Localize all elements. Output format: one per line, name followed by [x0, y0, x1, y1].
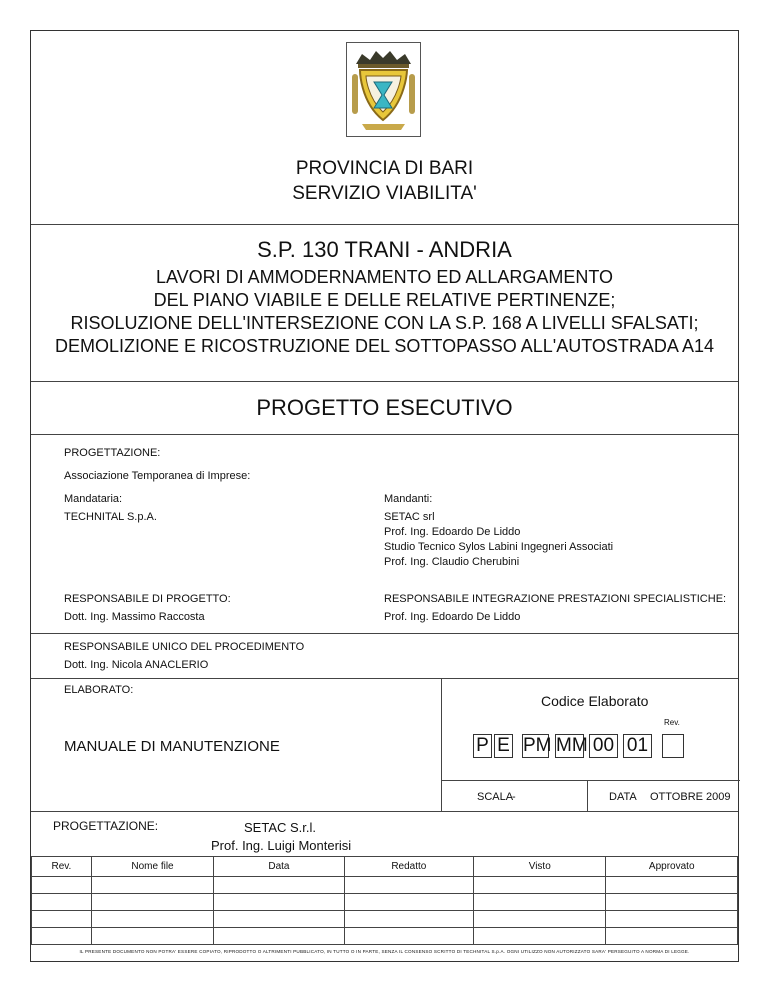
divider: [31, 678, 738, 679]
author-person: Prof. Ing. Luigi Monterisi: [211, 838, 352, 853]
code-cell: 00: [589, 734, 618, 758]
col-header-date: Data: [214, 857, 344, 877]
scala-value: -: [512, 791, 516, 803]
col-header-approved: Approvato: [606, 857, 738, 877]
resp-progetto-label: RESPONSABILE DI PROGETTO:: [64, 593, 231, 605]
col-header-checked: Visto: [474, 857, 606, 877]
divider: [441, 678, 442, 811]
divider: [31, 633, 738, 634]
resp-integrazione-name: Prof. Ing. Edoardo De Liddo: [384, 611, 521, 623]
elaborato-label: ELABORATO:: [64, 684, 134, 696]
divider: [441, 780, 740, 781]
document-code: [473, 734, 688, 760]
divider: [31, 224, 738, 225]
project-line-2: DEL PIANO VIABILE E DELLE RELATIVE PERTINENZE;: [153, 290, 616, 310]
mandataria-label: Mandataria:: [64, 493, 123, 505]
mandante-item: Prof. Ing. Claudio Cherubini: [384, 556, 520, 568]
rev-label: Rev.: [664, 718, 680, 727]
project-line-4: DEMOLIZIONE E RICOSTRUZIONE DEL SOTTOPASSO ALL'AUTOSTRADA A14: [55, 336, 714, 356]
col-header-drafted: Redatto: [344, 857, 473, 877]
code-cell: P: [473, 734, 492, 758]
mandante-item: SETAC srl: [384, 511, 435, 523]
province-coat-of-arms-icon: [346, 42, 421, 137]
table-row: [32, 911, 738, 928]
scala-label: SCALA: [477, 791, 514, 803]
mandataria-name: TECHNITAL S.p.A.: [64, 511, 157, 523]
disclaimer: IL PRESENTE DOCUMENTO NON POTRA' ESSERE COPIATO, RIPRODOTTO O ALTRIMENTI PUBBLICATO, IN TUTTO O IN PARTE, SENZA IL CONSENSO SCRITTO DI TECHNITAL S.p.A. OGNI UTILIZZO NON AUTORIZZATO SARA' PERSEGUITO A NORMA DI LEGGE.: [79, 949, 690, 954]
service-name: SERVIZIO VIABILITA': [292, 183, 477, 204]
ati-label: Associazione Temporanea di Imprese:: [64, 470, 251, 482]
mandante-item: Prof. Ing. Edoardo De Liddo: [384, 526, 521, 538]
author-company: SETAC S.r.l.: [244, 820, 316, 835]
table-row: [32, 894, 738, 911]
mandanti-list: [384, 510, 613, 570]
code-cell: MM: [556, 735, 588, 756]
divider: [587, 780, 588, 811]
document-frame: [30, 30, 739, 962]
table-row: [32, 877, 738, 894]
project-line-3: RISOLUZIONE DELL'INTERSEZIONE CON LA S.P. 168 A LIVELLI SFALSATI;: [70, 313, 699, 333]
mandante-item: Studio Tecnico Sylos Labini Ingegneri Associati: [384, 541, 614, 553]
codice-label: Codice Elaborato: [541, 693, 649, 709]
project-line-1: LAVORI DI AMMODERNAMENTO ED ALLARGAMENTO: [155, 267, 614, 287]
revision-table: [31, 856, 738, 945]
resp-progetto-name: Dott. Ing. Massimo Raccosta: [64, 611, 205, 623]
rup-name: Dott. Ing. Nicola ANACLERIO: [64, 659, 209, 671]
data-value: OTTOBRE 2009: [650, 791, 731, 803]
mandanti-label: Mandanti:: [384, 493, 433, 505]
table-row: [32, 928, 738, 945]
province-name: PROVINCIA DI BARI: [295, 158, 474, 179]
col-header-filename: Nome file: [91, 857, 213, 877]
divider: [31, 811, 738, 812]
data-label: DATA: [609, 791, 637, 803]
code-cell: PM: [523, 735, 552, 756]
divider: [31, 434, 738, 435]
divider: [31, 381, 738, 382]
resp-integrazione-label: RESPONSABILE INTEGRAZIONE PRESTAZIONI SPECIALISTICHE:: [384, 593, 727, 605]
document-title: MANUALE DI MANUTENZIONE: [64, 738, 280, 755]
code-cell-rev: [662, 734, 684, 758]
project-phase: PROGETTO ESECUTIVO: [256, 395, 513, 420]
revision-header-row: [32, 857, 738, 877]
road-title: S.P. 130 TRANI - ANDRIA: [257, 237, 512, 262]
code-cell: E: [494, 734, 513, 758]
col-header-rev: Rev.: [32, 857, 92, 877]
design-label: PROGETTAZIONE:: [64, 447, 161, 459]
author-label: PROGETTAZIONE:: [53, 819, 159, 833]
code-cell: 01: [623, 734, 652, 758]
rup-label: RESPONSABILE UNICO DEL PROCEDIMENTO: [64, 641, 305, 653]
